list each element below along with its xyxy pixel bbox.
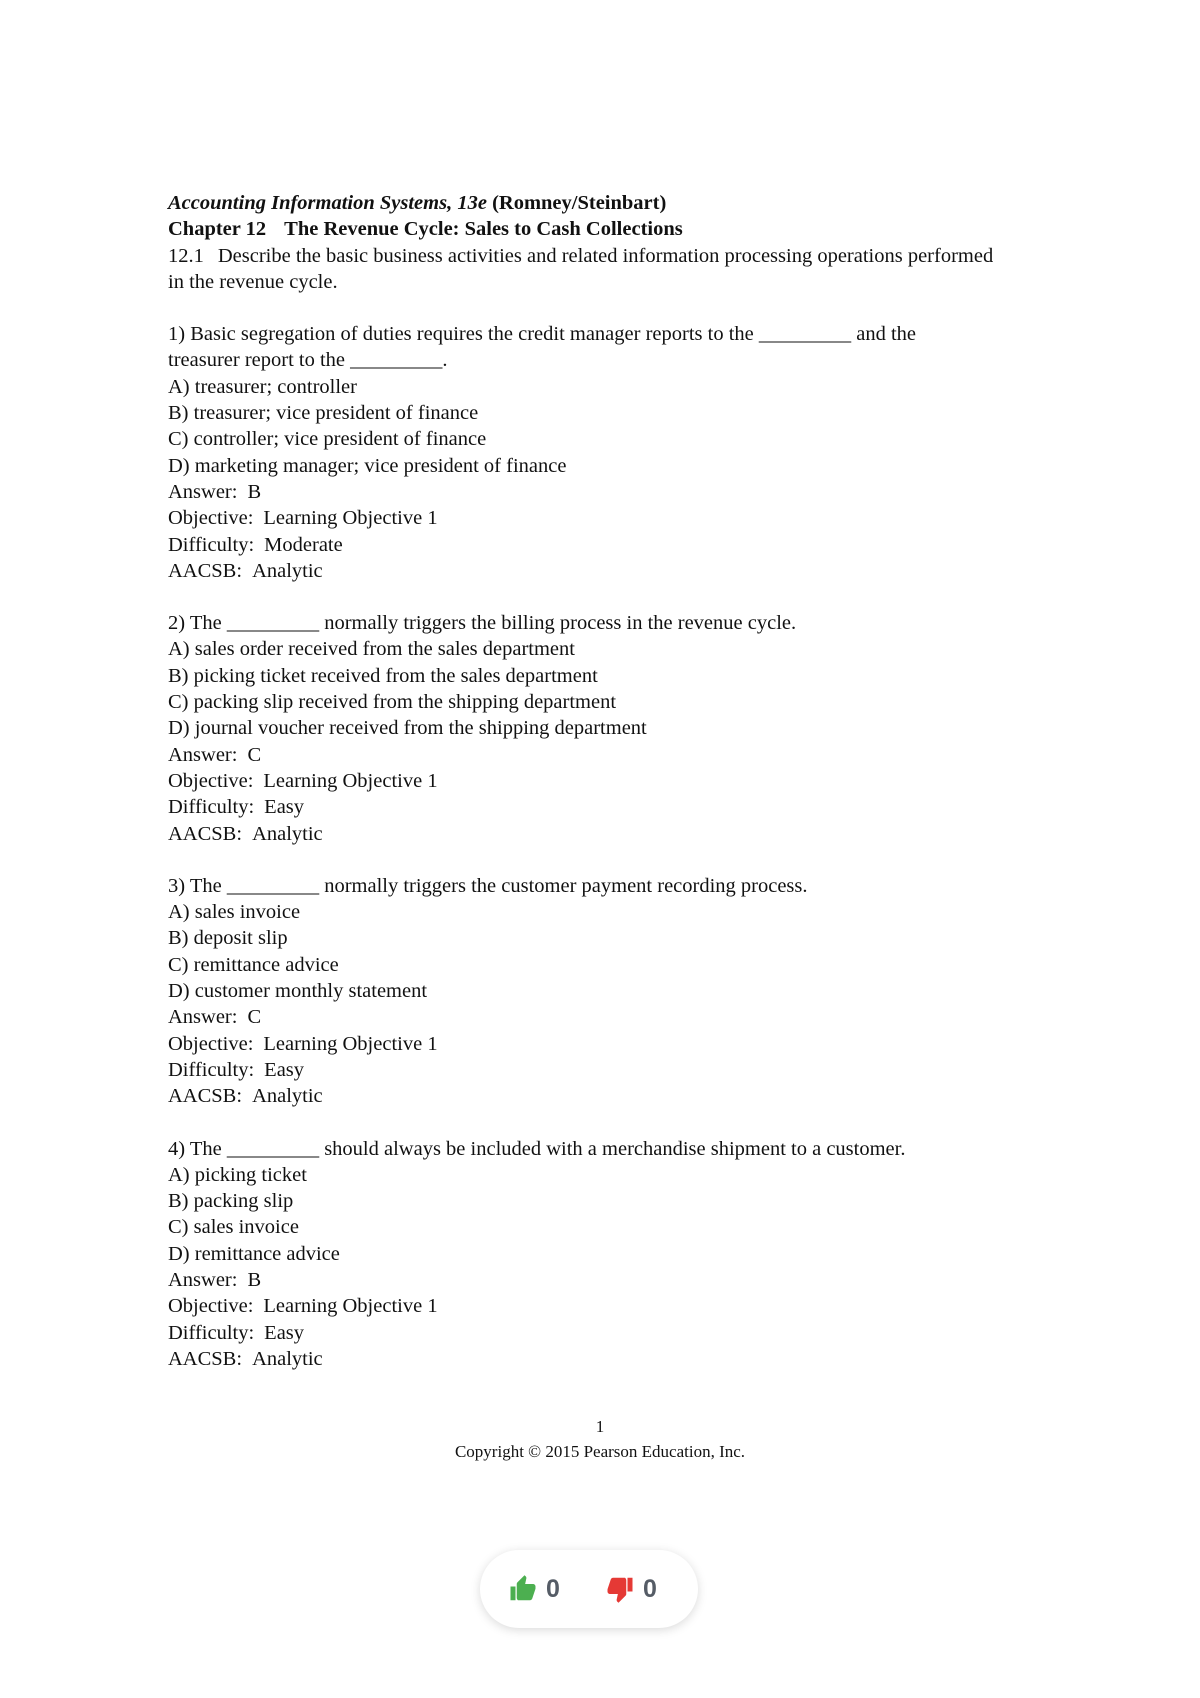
objective-line-value: Learning Objective 1 [263,1032,438,1055]
difficulty-line [168,794,1008,820]
aacsb-line-label: AACSB: [168,1347,243,1370]
answer-option: B) deposit slip [168,927,288,950]
answer-line-value: C [247,743,262,766]
answer-option: A) treasurer; controller [168,375,357,398]
aacsb-line-value: Analytic [252,1347,323,1370]
answer-line [168,1004,1008,1030]
section-objective [168,243,1008,296]
aacsb-line-value: Analytic [252,559,323,582]
aacsb-line-value: Analytic [252,822,323,845]
answer-option: D) remittance advice [168,1242,340,1265]
chapter-title: The Revenue Cycle: Sales to Cash Collections [284,218,683,241]
difficulty-line-label: Difficulty: [168,533,255,556]
answer-line-value: B [247,480,262,503]
answer-line-label: Answer: [168,1006,238,1029]
difficulty-line-label: Difficulty: [168,1321,255,1344]
page-number: 1 [595,1417,605,1436]
upvote-count: 0 [546,1574,560,1603]
question-stem: treasurer report to the _________. [168,349,448,372]
question-list [168,321,1008,1372]
section-objective-number: 12.1 [168,244,204,267]
objective-line-value: Learning Objective 1 [263,769,438,792]
answer-line-value: B [247,1268,262,1291]
question-stem: 1) Basic segregation of duties requires the credit manager reports to the _________ and the [168,323,917,346]
answer-option: B) picking ticket received from the sales department [168,664,598,687]
objective-line-label: Objective: [168,769,254,792]
thumbs-up-icon [508,1574,538,1604]
difficulty-line-value: Moderate [264,533,343,556]
aacsb-line [168,558,1008,584]
difficulty-line-value: Easy [264,1058,305,1081]
objective-line [168,768,1008,794]
difficulty-line [168,1320,1008,1346]
answer-option: D) customer monthly statement [168,980,428,1003]
aacsb-line-label: AACSB: [168,559,243,582]
aacsb-line-label: AACSB: [168,1085,243,1108]
section-objective-text: Describe the basic business activities and related information processing operations performed in the revenue cycle. [168,244,994,293]
answer-option: A) sales order received from the sales department [168,638,575,661]
thumbs-down-icon [605,1574,635,1604]
answer-line-label: Answer: [168,480,238,503]
objective-line-label: Objective: [168,507,254,530]
book-title-authors: (Romney/Steinbart) [486,192,667,214]
answer-option: C) controller; vice president of finance [168,428,487,451]
book-title [168,190,1008,216]
downvote-button[interactable] [605,1572,657,1606]
difficulty-line-label: Difficulty: [168,1058,255,1081]
answer-option: B) packing slip [168,1190,294,1213]
question-block [168,1136,1008,1373]
difficulty-line-label: Difficulty: [168,796,255,819]
difficulty-line [168,1057,1008,1083]
answer-line-label: Answer: [168,743,238,766]
objective-line [168,505,1008,531]
answer-option: B) treasurer; vice president of finance [168,402,479,425]
answer-option: A) sales invoice [168,901,301,924]
question-stem: 4) The _________ should always be included with a merchandise shipment to a customer. [168,1137,906,1160]
question-block [168,321,1008,584]
aacsb-line [168,1346,1008,1372]
answer-line [168,479,1008,505]
answer-line [168,742,1008,768]
document-content [168,190,1008,1372]
objective-line-value: Learning Objective 1 [263,507,438,530]
chapter-number: Chapter 12 [168,218,267,241]
answer-option: D) journal voucher received from the shipping department [168,717,647,740]
aacsb-line [168,1083,1008,1109]
answer-line [168,1267,1008,1293]
downvote-count: 0 [643,1574,657,1603]
aacsb-line [168,821,1008,847]
objective-line-label: Objective: [168,1032,254,1055]
copyright-notice: Copyright © 2015 Pearson Education, Inc. [454,1442,746,1461]
vote-widget [480,1550,698,1628]
objective-line [168,1293,1008,1319]
objective-line [168,1031,1008,1057]
aacsb-line-value: Analytic [252,1085,323,1108]
chapter-heading [168,216,1008,242]
question-stem: 3) The _________ normally triggers the customer payment recording process. [168,874,808,897]
question-block [168,873,1008,1110]
objective-line-label: Objective: [168,1295,254,1318]
difficulty-line-value: Easy [264,1321,305,1344]
upvote-button[interactable] [508,1572,560,1606]
answer-option: A) picking ticket [168,1163,307,1186]
difficulty-line-value: Easy [264,796,305,819]
question-block [168,610,1008,847]
aacsb-line-label: AACSB: [168,822,243,845]
objective-line-value: Learning Objective 1 [263,1295,438,1318]
question-stem: 2) The _________ normally triggers the billing process in the revenue cycle. [168,612,797,635]
answer-option: C) packing slip received from the shipping department [168,691,617,714]
answer-option: D) marketing manager; vice president of finance [168,454,567,477]
answer-line-label: Answer: [168,1268,238,1291]
difficulty-line [168,532,1008,558]
answer-option: C) sales invoice [168,1216,299,1239]
answer-line-value: C [247,1006,262,1029]
book-title-italic: Accounting Information Systems, 13e [168,192,487,214]
answer-option: C) remittance advice [168,953,339,976]
